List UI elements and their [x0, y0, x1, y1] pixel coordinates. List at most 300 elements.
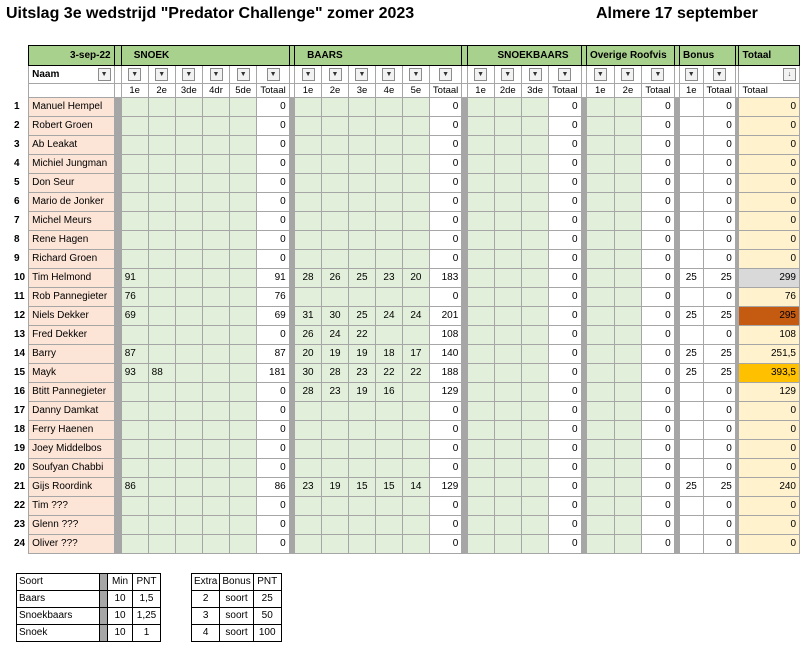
participant-name: Soufyan Chabbi [29, 459, 114, 478]
snoekbaars-catch-cell [467, 364, 494, 383]
snoek-catch-cell [148, 288, 175, 307]
snoekbaars-catch-cell [521, 516, 548, 535]
snoek-catch-cell [121, 402, 148, 421]
filter-snoekbaars-4 [549, 66, 581, 84]
grand-total-cell: 0 [739, 212, 800, 231]
baars-catch-cell: 26 [322, 269, 349, 288]
snoekbaars-total-cell: 0 [549, 326, 581, 345]
snoekbaars-catch-cell [494, 269, 521, 288]
snoekbaars-catch-cell [521, 117, 548, 136]
snoekbaars-total-cell: 0 [549, 345, 581, 364]
snoek-total-cell: 0 [257, 421, 289, 440]
baars-catch-cell [322, 250, 349, 269]
overig-total-cell: 0 [642, 98, 674, 117]
participant-name: Rob Pannegieter [29, 288, 114, 307]
column-separator [114, 117, 121, 136]
snoek-catch-cell [175, 174, 202, 193]
sort-dropdown-icon[interactable]: ↓ [783, 68, 796, 81]
subheader-baars-3: 3e [349, 84, 376, 98]
snoek-catch-cell [230, 364, 257, 383]
grand-total-cell: 0 [739, 117, 800, 136]
snoek-catch-cell [148, 98, 175, 117]
overig-catch-cell [614, 98, 642, 117]
bonus-total-cell: 0 [703, 440, 735, 459]
snoek-catch-cell [230, 231, 257, 250]
subheader-overig-1: 1e [586, 84, 614, 98]
baars-catch-cell: 23 [375, 269, 402, 288]
overig-catch-cell [586, 155, 614, 174]
snoek-catch-cell [202, 345, 229, 364]
baars-total-cell: 129 [429, 478, 461, 497]
grand-total-cell: 240 [739, 478, 800, 497]
row-number: 13 [14, 326, 29, 345]
baars-catch-cell: 18 [375, 345, 402, 364]
legend-separator [100, 591, 108, 608]
baars-catch-cell [349, 155, 376, 174]
row-number-header [14, 84, 29, 98]
baars-catch-cell [375, 231, 402, 250]
baars-catch-cell [295, 98, 322, 117]
points-per-species-table [16, 573, 161, 642]
snoek-total-cell: 0 [257, 174, 289, 193]
baars-total-cell: 0 [429, 174, 461, 193]
baars-catch-cell: 25 [349, 269, 376, 288]
bonus-catch-cell [680, 516, 703, 535]
grand-total-cell: 129 [739, 383, 800, 402]
baars-catch-cell: 28 [295, 269, 322, 288]
snoekbaars-catch-cell [494, 364, 521, 383]
snoek-catch-cell [148, 193, 175, 212]
snoek-total-cell: 181 [257, 364, 289, 383]
row-number: 18 [14, 421, 29, 440]
name-subheader [29, 84, 114, 98]
baars-catch-cell [349, 497, 376, 516]
baars-catch-cell: 15 [375, 478, 402, 497]
baars-catch-cell [295, 288, 322, 307]
overig-total-cell: 0 [642, 117, 674, 136]
legend-separator [100, 625, 108, 642]
filter-snoekbaars-1 [467, 66, 494, 84]
overig-catch-cell [586, 459, 614, 478]
filter-snoek-3 [175, 66, 202, 84]
filter-dropdown-icon[interactable]: ▼ [382, 68, 395, 81]
filter-baars-4 [375, 66, 402, 84]
table-row [14, 98, 800, 117]
row-number: 16 [14, 383, 29, 402]
bonus-total-cell: 0 [703, 516, 735, 535]
filter-dropdown-icon[interactable]: ▼ [685, 68, 698, 81]
baars-catch-cell [295, 155, 322, 174]
baars-catch-cell [295, 136, 322, 155]
baars-total-cell: 0 [429, 497, 461, 516]
legend-row [192, 625, 282, 642]
bonus-catch-cell [680, 497, 703, 516]
row-number: 15 [14, 364, 29, 383]
snoek-catch-cell [202, 364, 229, 383]
grand-total-cell: 0 [739, 155, 800, 174]
snoek-catch-cell [148, 383, 175, 402]
baars-catch-cell [349, 459, 376, 478]
filter-dropdown-icon[interactable]: ▼ [302, 68, 315, 81]
overig-catch-cell [614, 326, 642, 345]
snoekbaars-total-cell: 0 [549, 98, 581, 117]
subheader-snoek-6: Totaal [257, 84, 289, 98]
baars-catch-cell [375, 326, 402, 345]
legend-row [17, 625, 161, 642]
bonus-catch-cell: 25 [680, 478, 703, 497]
legend-header-row [192, 574, 282, 591]
row-number: 21 [14, 478, 29, 497]
legend-bonus-value: soort [220, 625, 253, 642]
baars-catch-cell [402, 231, 429, 250]
legend-pnt-value: 1 [133, 625, 161, 642]
legend-separator [100, 574, 108, 591]
baars-catch-cell [322, 288, 349, 307]
snoek-catch-cell [148, 516, 175, 535]
baars-catch-cell [375, 497, 402, 516]
grand-total-cell: 251,5 [739, 345, 800, 364]
snoek-catch-cell [230, 516, 257, 535]
legend-pnt-value: 50 [253, 608, 281, 625]
baars-total-cell: 0 [429, 288, 461, 307]
baars-catch-cell [295, 497, 322, 516]
snoek-catch-cell [202, 288, 229, 307]
snoekbaars-catch-cell [521, 155, 548, 174]
column-separator [114, 212, 121, 231]
baars-catch-cell [402, 250, 429, 269]
baars-total-cell: 0 [429, 231, 461, 250]
snoek-catch-cell [202, 307, 229, 326]
overig-catch-cell [586, 383, 614, 402]
snoekbaars-catch-cell [467, 193, 494, 212]
baars-total-cell: 0 [429, 421, 461, 440]
snoekbaars-catch-cell [467, 497, 494, 516]
snoek-catch-cell [175, 421, 202, 440]
column-separator [114, 98, 121, 117]
filter-dropdown-icon[interactable]: ▼ [594, 68, 607, 81]
filter-totaal [739, 66, 800, 84]
filter-dropdown-icon[interactable]: ▼ [98, 68, 111, 81]
column-separator [114, 174, 121, 193]
bonus-total-cell: 0 [703, 136, 735, 155]
baars-catch-cell [322, 174, 349, 193]
participant-name: Mario de Jonker [29, 193, 114, 212]
legend-extra: Extra [192, 574, 220, 591]
bonus-catch-cell [680, 421, 703, 440]
baars-catch-cell: 15 [349, 478, 376, 497]
filter-dropdown-icon[interactable]: ▼ [558, 68, 571, 81]
grand-total-cell: 0 [739, 193, 800, 212]
overig-catch-cell [586, 98, 614, 117]
snoekbaars-total-cell: 0 [549, 421, 581, 440]
participant-name: Btitt Pannegieter [29, 383, 114, 402]
snoekbaars-catch-cell [467, 250, 494, 269]
participant-name: Michel Meurs [29, 212, 114, 231]
snoekbaars-catch-cell [494, 136, 521, 155]
snoekbaars-catch-cell [494, 535, 521, 554]
baars-total-cell: 0 [429, 535, 461, 554]
subheader-snoek-5: 5de [230, 84, 257, 98]
table-row [14, 516, 800, 535]
baars-catch-cell: 16 [375, 383, 402, 402]
baars-catch-cell [349, 174, 376, 193]
filter-dropdown-icon[interactable]: ▼ [210, 68, 223, 81]
baars-total-cell: 0 [429, 155, 461, 174]
baars-catch-cell [295, 231, 322, 250]
snoekbaars-catch-cell [467, 269, 494, 288]
baars-catch-cell [349, 193, 376, 212]
snoekbaars-catch-cell [521, 269, 548, 288]
baars-catch-cell [322, 535, 349, 554]
snoekbaars-total-cell: 0 [549, 459, 581, 478]
filter-dropdown-icon[interactable]: ▼ [237, 68, 250, 81]
overig-catch-cell [586, 516, 614, 535]
group-header-snoek: SNOEK [121, 46, 289, 66]
bonus-total-cell: 0 [703, 402, 735, 421]
snoek-catch-cell [202, 136, 229, 155]
overig-total-cell: 0 [642, 478, 674, 497]
filter-dropdown-icon[interactable]: ▼ [128, 68, 141, 81]
overig-catch-cell [586, 421, 614, 440]
snoek-catch-cell [202, 250, 229, 269]
snoek-catch-cell [202, 326, 229, 345]
participant-name: Rene Hagen [29, 231, 114, 250]
snoek-catch-cell [175, 383, 202, 402]
snoekbaars-catch-cell [467, 136, 494, 155]
overig-catch-cell [614, 136, 642, 155]
snoekbaars-catch-cell [494, 326, 521, 345]
baars-catch-cell [322, 516, 349, 535]
snoek-catch-cell [148, 459, 175, 478]
overig-total-cell: 0 [642, 421, 674, 440]
row-number: 19 [14, 440, 29, 459]
snoek-catch-cell [175, 402, 202, 421]
overig-catch-cell [586, 478, 614, 497]
snoek-catch-cell [230, 497, 257, 516]
overig-total-cell: 0 [642, 174, 674, 193]
bonus-catch-cell [680, 535, 703, 554]
snoek-total-cell: 0 [257, 136, 289, 155]
snoekbaars-catch-cell [494, 250, 521, 269]
filter-dropdown-icon[interactable]: ▼ [651, 68, 664, 81]
overig-total-cell: 0 [642, 193, 674, 212]
legend-soort: Soort [17, 574, 100, 591]
group-header-row [14, 46, 800, 66]
legend-header-row [17, 574, 161, 591]
row-number-header [14, 46, 29, 66]
baars-catch-cell [295, 193, 322, 212]
snoek-catch-cell [230, 174, 257, 193]
baars-catch-cell: 19 [349, 383, 376, 402]
column-separator [114, 307, 121, 326]
snoekbaars-catch-cell [494, 383, 521, 402]
overig-catch-cell [586, 402, 614, 421]
filter-dropdown-icon[interactable]: ▼ [355, 68, 368, 81]
snoekbaars-catch-cell [494, 288, 521, 307]
snoek-catch-cell [121, 497, 148, 516]
snoek-catch-cell [148, 212, 175, 231]
snoekbaars-total-cell: 0 [549, 193, 581, 212]
baars-catch-cell [402, 174, 429, 193]
snoek-catch-cell [230, 421, 257, 440]
snoek-catch-cell [175, 307, 202, 326]
legend-separator [100, 608, 108, 625]
snoek-catch-cell [148, 136, 175, 155]
legend-soort-value: Snoekbaars [17, 608, 100, 625]
overig-total-cell: 0 [642, 345, 674, 364]
baars-total-cell: 0 [429, 98, 461, 117]
overig-catch-cell [586, 307, 614, 326]
baars-catch-cell [402, 288, 429, 307]
snoek-catch-cell [148, 326, 175, 345]
snoekbaars-total-cell: 0 [549, 440, 581, 459]
snoek-catch-cell [175, 440, 202, 459]
snoek-catch-cell [148, 345, 175, 364]
snoekbaars-catch-cell [494, 231, 521, 250]
snoekbaars-catch-cell [494, 98, 521, 117]
filter-dropdown-icon[interactable]: ▼ [474, 68, 487, 81]
baars-catch-cell [349, 516, 376, 535]
snoekbaars-catch-cell [467, 478, 494, 497]
snoekbaars-total-cell: 0 [549, 364, 581, 383]
row-number: 9 [14, 250, 29, 269]
snoekbaars-catch-cell [467, 383, 494, 402]
snoek-catch-cell [121, 231, 148, 250]
column-separator [114, 497, 121, 516]
subheader-baars-6: Totaal [429, 84, 461, 98]
snoekbaars-catch-cell [494, 117, 521, 136]
snoek-catch-cell [175, 269, 202, 288]
overig-catch-cell [614, 345, 642, 364]
grand-total-cell: 0 [739, 174, 800, 193]
column-separator [114, 66, 121, 84]
baars-catch-cell [322, 459, 349, 478]
snoek-total-cell: 0 [257, 250, 289, 269]
bonus-catch-cell [680, 117, 703, 136]
filter-dropdown-icon[interactable]: ▼ [621, 68, 634, 81]
snoek-catch-cell [202, 440, 229, 459]
filter-dropdown-icon[interactable]: ▼ [155, 68, 168, 81]
snoek-catch-cell [175, 459, 202, 478]
snoekbaars-catch-cell [494, 516, 521, 535]
filter-row [14, 66, 800, 84]
snoek-catch-cell [148, 478, 175, 497]
row-number: 2 [14, 117, 29, 136]
snoekbaars-total-cell: 0 [549, 174, 581, 193]
snoek-catch-cell [230, 117, 257, 136]
filter-dropdown-icon[interactable]: ▼ [713, 68, 726, 81]
baars-catch-cell: 17 [402, 345, 429, 364]
bonus-total-cell: 0 [703, 117, 735, 136]
legend-bonus-value: soort [220, 608, 253, 625]
filter-dropdown-icon[interactable]: ▼ [501, 68, 514, 81]
participant-name: Tim ??? [29, 497, 114, 516]
baars-catch-cell: 19 [349, 345, 376, 364]
snoekbaars-catch-cell [521, 345, 548, 364]
baars-total-cell: 183 [429, 269, 461, 288]
snoekbaars-catch-cell [494, 402, 521, 421]
snoek-catch-cell [148, 250, 175, 269]
snoek-catch-cell [148, 535, 175, 554]
baars-catch-cell: 31 [295, 307, 322, 326]
participant-name: Don Seur [29, 174, 114, 193]
filter-overig-1 [586, 66, 614, 84]
snoek-total-cell: 0 [257, 98, 289, 117]
overig-catch-cell [586, 136, 614, 155]
snoekbaars-catch-cell [467, 516, 494, 535]
bonus-points-table [191, 573, 282, 642]
subheader-baars-4: 4e [375, 84, 402, 98]
snoek-catch-cell: 93 [121, 364, 148, 383]
baars-catch-cell [322, 98, 349, 117]
subheader-snoekbaars-1: 1e [467, 84, 494, 98]
date-header: 3-sep-22 [29, 46, 114, 66]
baars-total-cell: 0 [429, 117, 461, 136]
snoek-catch-cell [121, 174, 148, 193]
baars-catch-cell [402, 497, 429, 516]
baars-total-cell: 0 [429, 459, 461, 478]
legend-row [192, 591, 282, 608]
overig-catch-cell [586, 326, 614, 345]
snoek-catch-cell [148, 440, 175, 459]
row-number: 20 [14, 459, 29, 478]
baars-catch-cell [295, 459, 322, 478]
filter-dropdown-icon[interactable]: ▼ [409, 68, 422, 81]
filter-dropdown-icon[interactable]: ▼ [439, 68, 452, 81]
overig-total-cell: 0 [642, 288, 674, 307]
snoek-catch-cell [148, 421, 175, 440]
baars-catch-cell [375, 459, 402, 478]
snoek-catch-cell [175, 193, 202, 212]
snoek-catch-cell [230, 98, 257, 117]
baars-catch-cell: 24 [375, 307, 402, 326]
bonus-total-cell: 0 [703, 326, 735, 345]
subheader-snoek-1: 1e [121, 84, 148, 98]
snoek-catch-cell [148, 231, 175, 250]
snoek-catch-cell: 87 [121, 345, 148, 364]
snoek-catch-cell [148, 174, 175, 193]
baars-catch-cell [322, 136, 349, 155]
baars-catch-cell [349, 136, 376, 155]
snoek-catch-cell [121, 193, 148, 212]
snoek-catch-cell [148, 269, 175, 288]
filter-dropdown-icon[interactable]: ▼ [182, 68, 195, 81]
filter-dropdown-icon[interactable]: ▼ [529, 68, 542, 81]
bonus-total-cell: 0 [703, 535, 735, 554]
snoek-catch-cell [121, 421, 148, 440]
bonus-total-cell: 0 [703, 497, 735, 516]
bonus-total-cell: 0 [703, 174, 735, 193]
subheader-snoek-3: 3de [175, 84, 202, 98]
filter-dropdown-icon[interactable]: ▼ [329, 68, 342, 81]
subheader-snoekbaars-2: 2de [494, 84, 521, 98]
table-row [14, 326, 800, 345]
snoek-catch-cell [175, 250, 202, 269]
snoek-catch-cell [148, 402, 175, 421]
bonus-catch-cell [680, 440, 703, 459]
bonus-catch-cell: 25 [680, 364, 703, 383]
snoekbaars-catch-cell [467, 212, 494, 231]
bonus-catch-cell [680, 459, 703, 478]
baars-total-cell: 0 [429, 136, 461, 155]
column-separator [114, 535, 121, 554]
filter-dropdown-icon[interactable]: ▼ [267, 68, 280, 81]
subheader-snoek-2: 2e [148, 84, 175, 98]
snoek-catch-cell [175, 345, 202, 364]
table-row [14, 136, 800, 155]
baars-catch-cell [322, 402, 349, 421]
snoek-catch-cell: 91 [121, 269, 148, 288]
